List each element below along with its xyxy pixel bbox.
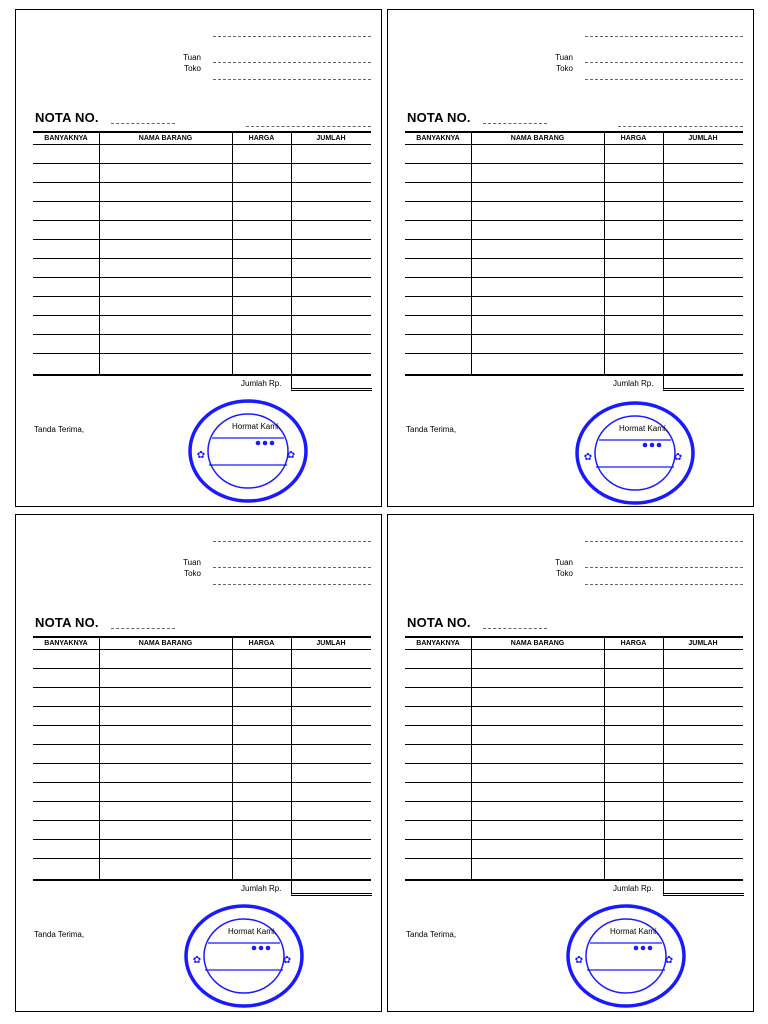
tuan-label: Tuan xyxy=(183,558,201,567)
table-row[interactable] xyxy=(33,201,371,202)
nota-number-line[interactable] xyxy=(483,628,547,629)
col-nama-barang-header: NAMA BARANG xyxy=(510,640,565,647)
received-by-label: Tanda Terima, xyxy=(34,930,85,939)
table-row[interactable] xyxy=(405,201,743,202)
column-divider xyxy=(291,133,292,374)
table-row[interactable] xyxy=(405,315,743,316)
col-jumlah-header: JUMLAH xyxy=(688,135,718,142)
table-row[interactable] xyxy=(405,820,743,821)
stamp-text: Hormat Kami, xyxy=(610,927,659,936)
table-row[interactable] xyxy=(405,801,743,802)
nota-title: NOTA NO. xyxy=(407,615,471,630)
total-amount-field[interactable] xyxy=(291,879,372,896)
table-row[interactable] xyxy=(33,687,371,688)
company-stamp xyxy=(573,399,697,507)
col-banyaknya-header: BANYAKNYA xyxy=(416,640,460,647)
table-row[interactable] xyxy=(33,668,371,669)
tuan-line[interactable] xyxy=(213,62,371,63)
column-divider xyxy=(232,638,233,879)
toko-label: Toko xyxy=(556,569,573,578)
received-by-label: Tanda Terima, xyxy=(34,425,85,434)
col-jumlah-header: JUMLAH xyxy=(688,640,718,647)
col-harga-header: HARGA xyxy=(620,640,647,647)
table-row[interactable] xyxy=(33,801,371,802)
table-row[interactable] xyxy=(33,725,371,726)
col-jumlah-header: JUMLAH xyxy=(316,135,346,142)
column-divider xyxy=(471,638,472,879)
table-row[interactable] xyxy=(33,315,371,316)
table-row[interactable] xyxy=(33,839,371,840)
table-row[interactable] xyxy=(33,220,371,221)
received-by-label: Tanda Terima, xyxy=(406,930,457,939)
table-row[interactable] xyxy=(405,334,743,335)
col-banyaknya-header: BANYAKNYA xyxy=(416,135,460,142)
toko-line[interactable] xyxy=(585,584,743,585)
nota-title: NOTA NO. xyxy=(407,110,471,125)
table-row[interactable] xyxy=(33,277,371,278)
table-row[interactable] xyxy=(405,706,743,707)
tuan-line[interactable] xyxy=(213,567,371,568)
table-row[interactable] xyxy=(405,353,743,354)
recipient-line-1[interactable] xyxy=(585,541,743,542)
total-label: Jumlah Rp. xyxy=(241,379,282,388)
date-line[interactable] xyxy=(246,126,371,127)
col-nama-barang-header: NAMA BARANG xyxy=(138,640,193,647)
table-row[interactable] xyxy=(405,258,743,259)
table-row[interactable] xyxy=(33,334,371,335)
nota-title: NOTA NO. xyxy=(35,615,99,630)
col-harga-header: HARGA xyxy=(248,640,275,647)
table-row[interactable] xyxy=(33,296,371,297)
nota-number-line[interactable] xyxy=(111,628,175,629)
table-row[interactable] xyxy=(33,163,371,164)
svg-text:✿: ✿ xyxy=(673,452,683,463)
column-divider xyxy=(99,638,100,879)
table-row[interactable] xyxy=(405,782,743,783)
toko-label: Toko xyxy=(184,64,201,73)
stamp-text: Hormat Kami, xyxy=(228,927,277,936)
col-jumlah-header: JUMLAH xyxy=(316,640,346,647)
items-table xyxy=(33,636,371,881)
total-amount-field[interactable] xyxy=(291,374,372,391)
date-line[interactable] xyxy=(618,126,743,127)
toko-line[interactable] xyxy=(213,584,371,585)
table-header xyxy=(33,133,371,145)
nota-form xyxy=(15,9,382,507)
col-nama-barang-header: NAMA BARANG xyxy=(138,135,193,142)
total-amount-field[interactable] xyxy=(663,879,744,896)
nota-form xyxy=(387,514,754,1012)
column-divider xyxy=(663,133,664,374)
items-table xyxy=(405,636,743,881)
column-divider xyxy=(604,638,605,879)
column-divider xyxy=(232,133,233,374)
received-by-label: Tanda Terima, xyxy=(406,425,457,434)
table-row[interactable] xyxy=(405,296,743,297)
stamp-text: Hormat Kami, xyxy=(619,424,668,433)
nota-number-line[interactable] xyxy=(483,123,547,124)
table-row[interactable] xyxy=(405,725,743,726)
table-header xyxy=(33,638,371,650)
col-harga-header: HARGA xyxy=(248,135,275,142)
tuan-line[interactable] xyxy=(585,567,743,568)
table-row[interactable] xyxy=(405,668,743,669)
items-table xyxy=(33,131,371,376)
table-row[interactable] xyxy=(33,258,371,259)
col-banyaknya-header: BANYAKNYA xyxy=(44,640,88,647)
table-header xyxy=(405,638,743,650)
col-banyaknya-header: BANYAKNYA xyxy=(44,135,88,142)
nota-form xyxy=(387,9,754,507)
table-row[interactable] xyxy=(405,839,743,840)
table-row[interactable] xyxy=(405,687,743,688)
table-row[interactable] xyxy=(405,277,743,278)
table-row[interactable] xyxy=(405,744,743,745)
column-divider xyxy=(663,638,664,879)
col-nama-barang-header: NAMA BARANG xyxy=(510,135,565,142)
column-divider xyxy=(471,133,472,374)
table-row[interactable] xyxy=(405,163,743,164)
recipient-line-1[interactable] xyxy=(213,36,371,37)
svg-text:✿: ✿ xyxy=(282,955,292,966)
column-divider xyxy=(604,133,605,374)
toko-label: Toko xyxy=(184,569,201,578)
company-stamp xyxy=(186,397,310,505)
table-row[interactable] xyxy=(33,706,371,707)
table-row[interactable] xyxy=(33,820,371,821)
items-table xyxy=(405,131,743,376)
total-label: Jumlah Rp. xyxy=(613,379,654,388)
table-row[interactable] xyxy=(33,353,371,354)
recipient-line-1[interactable] xyxy=(585,36,743,37)
svg-text:✿: ✿ xyxy=(192,955,202,966)
table-row[interactable] xyxy=(405,239,743,240)
col-harga-header: HARGA xyxy=(620,135,647,142)
table-row[interactable] xyxy=(33,239,371,240)
table-row[interactable] xyxy=(33,782,371,783)
tuan-label: Tuan xyxy=(555,53,573,62)
svg-text:✿: ✿ xyxy=(664,955,674,966)
toko-label: Toko xyxy=(556,64,573,73)
nota-form xyxy=(15,514,382,1012)
toko-line[interactable] xyxy=(213,79,371,80)
column-divider xyxy=(291,638,292,879)
table-row[interactable] xyxy=(405,182,743,183)
tuan-line[interactable] xyxy=(585,62,743,63)
svg-text:✿: ✿ xyxy=(286,450,296,461)
total-amount-field[interactable] xyxy=(663,374,744,391)
table-row[interactable] xyxy=(33,182,371,183)
svg-text:✿: ✿ xyxy=(574,955,584,966)
recipient-line-1[interactable] xyxy=(213,541,371,542)
table-row[interactable] xyxy=(405,763,743,764)
nota-title: NOTA NO. xyxy=(35,110,99,125)
company-stamp xyxy=(564,902,688,1010)
table-row[interactable] xyxy=(33,763,371,764)
tuan-label: Tuan xyxy=(183,53,201,62)
nota-number-line[interactable] xyxy=(111,123,175,124)
table-row[interactable] xyxy=(405,220,743,221)
tuan-label: Tuan xyxy=(555,558,573,567)
column-divider xyxy=(99,133,100,374)
stamp-text: Hormat Kami, xyxy=(232,422,281,431)
toko-line[interactable] xyxy=(585,79,743,80)
table-row[interactable] xyxy=(33,858,371,859)
svg-text:✿: ✿ xyxy=(196,450,206,461)
svg-text:✿: ✿ xyxy=(583,452,593,463)
table-row[interactable] xyxy=(405,858,743,859)
company-stamp xyxy=(182,902,306,1010)
table-row[interactable] xyxy=(33,744,371,745)
total-label: Jumlah Rp. xyxy=(241,884,282,893)
total-label: Jumlah Rp. xyxy=(613,884,654,893)
table-header xyxy=(405,133,743,145)
